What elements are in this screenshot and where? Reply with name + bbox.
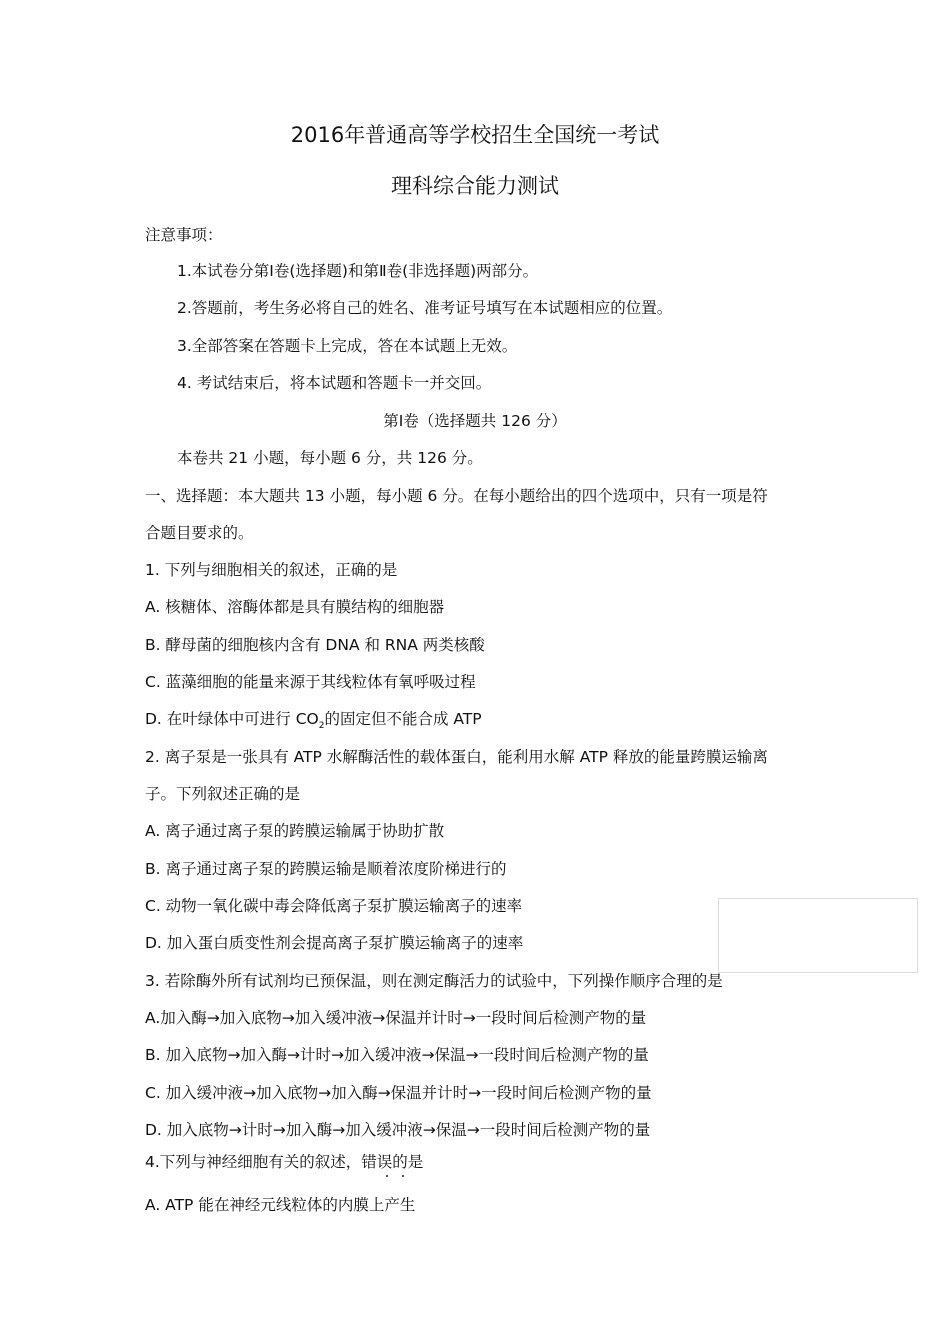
question-4-option-a: A. ATP 能在神经元线粒体的内膜上产生 — [145, 1196, 416, 1214]
question-2-option-b: B. 离子通过离子泵的跨膜运输是顺着浓度阶梯进行的 — [145, 860, 507, 878]
question-3-option-a: A.加入酶→加入底物→加入缓冲液→保温并计时→一段时间后检测产物的量 — [145, 1009, 647, 1027]
document-title: 2016年普通高等学校招生全国统一考试 — [290, 123, 660, 147]
question-4-stem: 4.下列与神经细胞有关的叙述，错误的是 — [145, 1153, 424, 1171]
question-3-option-d: D. 加入底物→计时→加入酶→加入缓冲液→保温→一段时间后检测产物的量 — [145, 1121, 651, 1139]
section-title: 第Ⅰ卷（选择题共 126 分） — [383, 412, 567, 430]
question-2-option-d: D. 加入蛋白质变性剂会提高离子泵扩膜运输离子的速率 — [145, 934, 524, 952]
notice-item: 3.全部答案在答题卡上完成，答在本试题上无效。 — [177, 337, 518, 355]
question-3-stem: 3. 若除酶外所有试剂均已预保温，则在测定酶活力的试验中，下列操作顺序合理的是 — [145, 972, 723, 990]
question-3-option-c: C. 加入缓冲液→加入底物→加入酶→保温并计时→一段时间后检测产物的量 — [145, 1084, 652, 1102]
emphasis-dot — [402, 1175, 404, 1177]
option-d-text: D. 在叶绿体中可进行 CO — [145, 710, 319, 728]
notice-heading: 注意事项： — [145, 226, 223, 244]
question-3-option-b: B. 加入底物→加入酶→计时→加入缓冲液→保温→一段时间后检测产物的量 — [145, 1046, 649, 1064]
question-1-option-a: A. 核糖体、溶酶体都是具有膜结构的细胞器 — [145, 598, 445, 616]
subscript: 2 — [318, 721, 325, 732]
question-1-option-c: C. 蓝藻细胞的能量来源于其线粒体有氧呼吸过程 — [145, 673, 476, 691]
question-1-option-d — [145, 709, 482, 736]
part-instructions: 一、选择题：本大题共 13 小题，每小题 6 分。在每小题给出的四个选项中，只有一项是符 — [145, 487, 768, 505]
part-instructions-cont: 合题目要求的。 — [145, 524, 254, 542]
document-subtitle: 理科综合能力测试 — [391, 174, 559, 198]
option-d-text-end: 的固定但不能合成 ATP — [324, 710, 482, 728]
question-2-stem: 2. 离子泵是一张具有 ATP 水解酶活性的载体蛋白，能利用水解 ATP 释放的能量跨膜运输离 — [145, 748, 768, 766]
notice-item: 4. 考试结束后，将本试题和答题卡一并交回。 — [177, 374, 492, 392]
section-intro: 本卷共 21 小题，每小题 6 分，共 126 分。 — [177, 449, 483, 467]
notice-item: 2.答题前，考生务必将自己的姓名、准考证号填写在本试题相应的位置。 — [177, 299, 673, 317]
question-2-option-c: C. 动物一氧化碳中毒会降低离子泵扩膜运输离子的速率 — [145, 897, 523, 915]
question-2-stem-cont: 子。下列叙述正确的是 — [145, 785, 301, 803]
notice-item: 1.本试卷分第Ⅰ卷(选择题)和第Ⅱ卷(非选择题)两部分。 — [177, 262, 539, 280]
watermark-box — [718, 898, 918, 973]
emphasis-dot — [386, 1175, 388, 1177]
question-1-option-b: B. 酵母菌的细胞核内含有 DNA 和 RNA 两类核酸 — [145, 636, 485, 654]
question-2-option-a: A. 离子通过离子泵的跨膜运输属于协助扩散 — [145, 822, 445, 840]
question-1-stem: 1. 下列与细胞相关的叙述，正确的是 — [145, 561, 398, 579]
